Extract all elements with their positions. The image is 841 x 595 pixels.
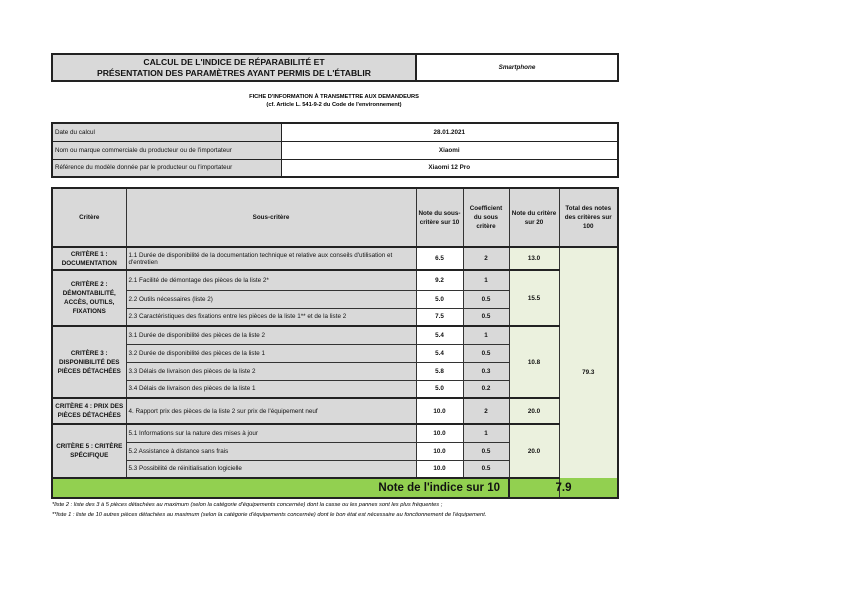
sub-label: 5.3 Possibilité de réinitialisation logicielle <box>126 460 416 478</box>
info-value: 28.01.2021 <box>281 123 618 141</box>
sub-label: 5.1 Informations sur la nature des mises à jour <box>126 424 416 442</box>
sub-note: 10.0 <box>416 398 463 424</box>
sub-label: 4. Rapport prix des pièces de la liste 2 sur prix de l'équipement neuf <box>126 398 416 424</box>
sub-label: 2.3 Caractéristiques des fixations entre les pièces de la liste 1** et de la liste 2 <box>126 308 416 326</box>
sub-note: 9.2 <box>416 270 463 290</box>
sub-label: 5.2 Assistance à distance sans frais <box>126 442 416 460</box>
sub-note: 5.4 <box>416 344 463 362</box>
sub-coef: 0.2 <box>463 380 509 398</box>
criterion-score: 20.0 <box>509 424 559 478</box>
info-value: Xiaomi 12 Pro <box>281 159 618 177</box>
table-row <box>52 270 618 290</box>
sub-label: 3.1 Durée de disponibilité des pièces de la liste 2 <box>126 326 416 344</box>
total-score: 79.3 <box>559 247 618 498</box>
footnote: **liste 1 : liste de 10 autres pièces détachées au maximum (selon la catégorie d'équipements concernée) dont le bon état est nécessaire au fonctionnement de l'équipement. <box>52 512 487 518</box>
col-header: Coefficient du sous critère <box>463 188 509 247</box>
table-row <box>52 326 618 344</box>
criterion-name: CRITÈRE 1 : DOCUMENTATION <box>52 247 126 270</box>
table-header <box>52 188 618 247</box>
sub-coef: 0.5 <box>463 460 509 478</box>
sub-note: 10.0 <box>416 442 463 460</box>
subtitle-line2: (cf. Article L. 541-9-2 du Code de l'environnement) <box>266 102 402 108</box>
sub-coef: 1 <box>463 270 509 290</box>
subtitle-line1: FICHE D'INFORMATION À TRANSMETTRE AUX DEMANDEURS <box>249 94 419 100</box>
title-line2: PRÉSENTATION DES PARAMÈTRES AYANT PERMIS DE L'ÉTABLIR <box>96 67 372 78</box>
info-table <box>51 122 619 178</box>
info-label: Date du calcul <box>52 123 281 141</box>
sub-label: 3.4 Délais de livraison des pièces de la liste 1 <box>126 380 416 398</box>
criterion-score: 13.0 <box>509 247 559 270</box>
sub-coef: 0.5 <box>463 308 509 326</box>
sub-label: 2.2 Outils nécessaires (liste 2) <box>126 290 416 308</box>
sub-coef: 0.5 <box>463 290 509 308</box>
col-header: Note du critère sur 20 <box>509 188 559 247</box>
col-header: Sous-critère <box>126 188 416 247</box>
footnote: *liste 2 : liste des 3 à 5 pièces détachées au maximum (selon la catégorie d'équipements concernée) dont la casse ou les pannes sont les plus fréquentes ; <box>52 502 443 508</box>
table-row <box>52 247 618 270</box>
criterion-name: CRITÈRE 2 : DÉMONTABILITÉ, ACCÈS, OUTILS, FIXATIONS <box>52 270 126 326</box>
title-line1: CALCUL DE L'INDICE DE RÉPARABILITÉ ET <box>143 56 325 67</box>
sub-coef: 0.5 <box>463 442 509 460</box>
sub-note: 5.4 <box>416 326 463 344</box>
sub-note: 10.0 <box>416 424 463 442</box>
sub-note: 7.5 <box>416 308 463 326</box>
sub-note: 5.0 <box>416 290 463 308</box>
sub-coef: 2 <box>463 247 509 270</box>
page-title <box>52 54 416 81</box>
score-table <box>51 187 619 499</box>
subtitle <box>51 93 617 109</box>
table-row <box>52 398 618 424</box>
table-row <box>52 424 618 442</box>
final-score: 7.9 <box>509 478 618 498</box>
sub-label: 1.1 Durée de disponibilité de la documentation technique et relative aux conseils d'utilisation et d'entretien <box>126 247 416 270</box>
sub-label: 3.2 Durée de disponibilité des pièces de la liste 1 <box>126 344 416 362</box>
criterion-score: 10.8 <box>509 326 559 398</box>
sub-note: 10.0 <box>416 460 463 478</box>
sub-coef: 0.5 <box>463 344 509 362</box>
sub-coef: 2 <box>463 398 509 424</box>
final-row <box>52 478 618 498</box>
sub-label: 2.1 Facilité de démontage des pièces de la liste 2* <box>126 270 416 290</box>
header-table <box>51 53 619 82</box>
col-header: Note du sous-critère sur 10 <box>416 188 463 247</box>
info-value: Xiaomi <box>281 141 618 159</box>
col-header: Critère <box>52 188 126 247</box>
sub-note: 6.5 <box>416 247 463 270</box>
category: Smartphone <box>416 54 618 81</box>
sub-coef: 1 <box>463 424 509 442</box>
col-header: Total des notes des critères sur 100 <box>559 188 618 247</box>
criterion-score: 20.0 <box>509 398 559 424</box>
sub-coef: 0.3 <box>463 362 509 380</box>
sub-note: 5.8 <box>416 362 463 380</box>
criterion-name: CRITÈRE 5 : CRITÈRE SPÉCIFIQUE <box>52 424 126 478</box>
sub-coef: 1 <box>463 326 509 344</box>
criterion-name: CRITÈRE 4 : PRIX DES PIÈCES DÉTACHÉES <box>52 398 126 424</box>
criterion-score: 15.5 <box>509 270 559 326</box>
criterion-name: CRITÈRE 3 : DISPONIBILITÉ DES PIÈCES DÉTACHÉES <box>52 326 126 398</box>
info-label: Nom ou marque commerciale du producteur ou de l'importateur <box>52 141 281 159</box>
info-label: Référence du modèle donnée par le producteur ou l'importateur <box>52 159 281 177</box>
sub-label: 3.3 Délais de livraison des pièces de la liste 2 <box>126 362 416 380</box>
sub-note: 5.0 <box>416 380 463 398</box>
final-label: Note de l'indice sur 10 <box>52 478 509 498</box>
